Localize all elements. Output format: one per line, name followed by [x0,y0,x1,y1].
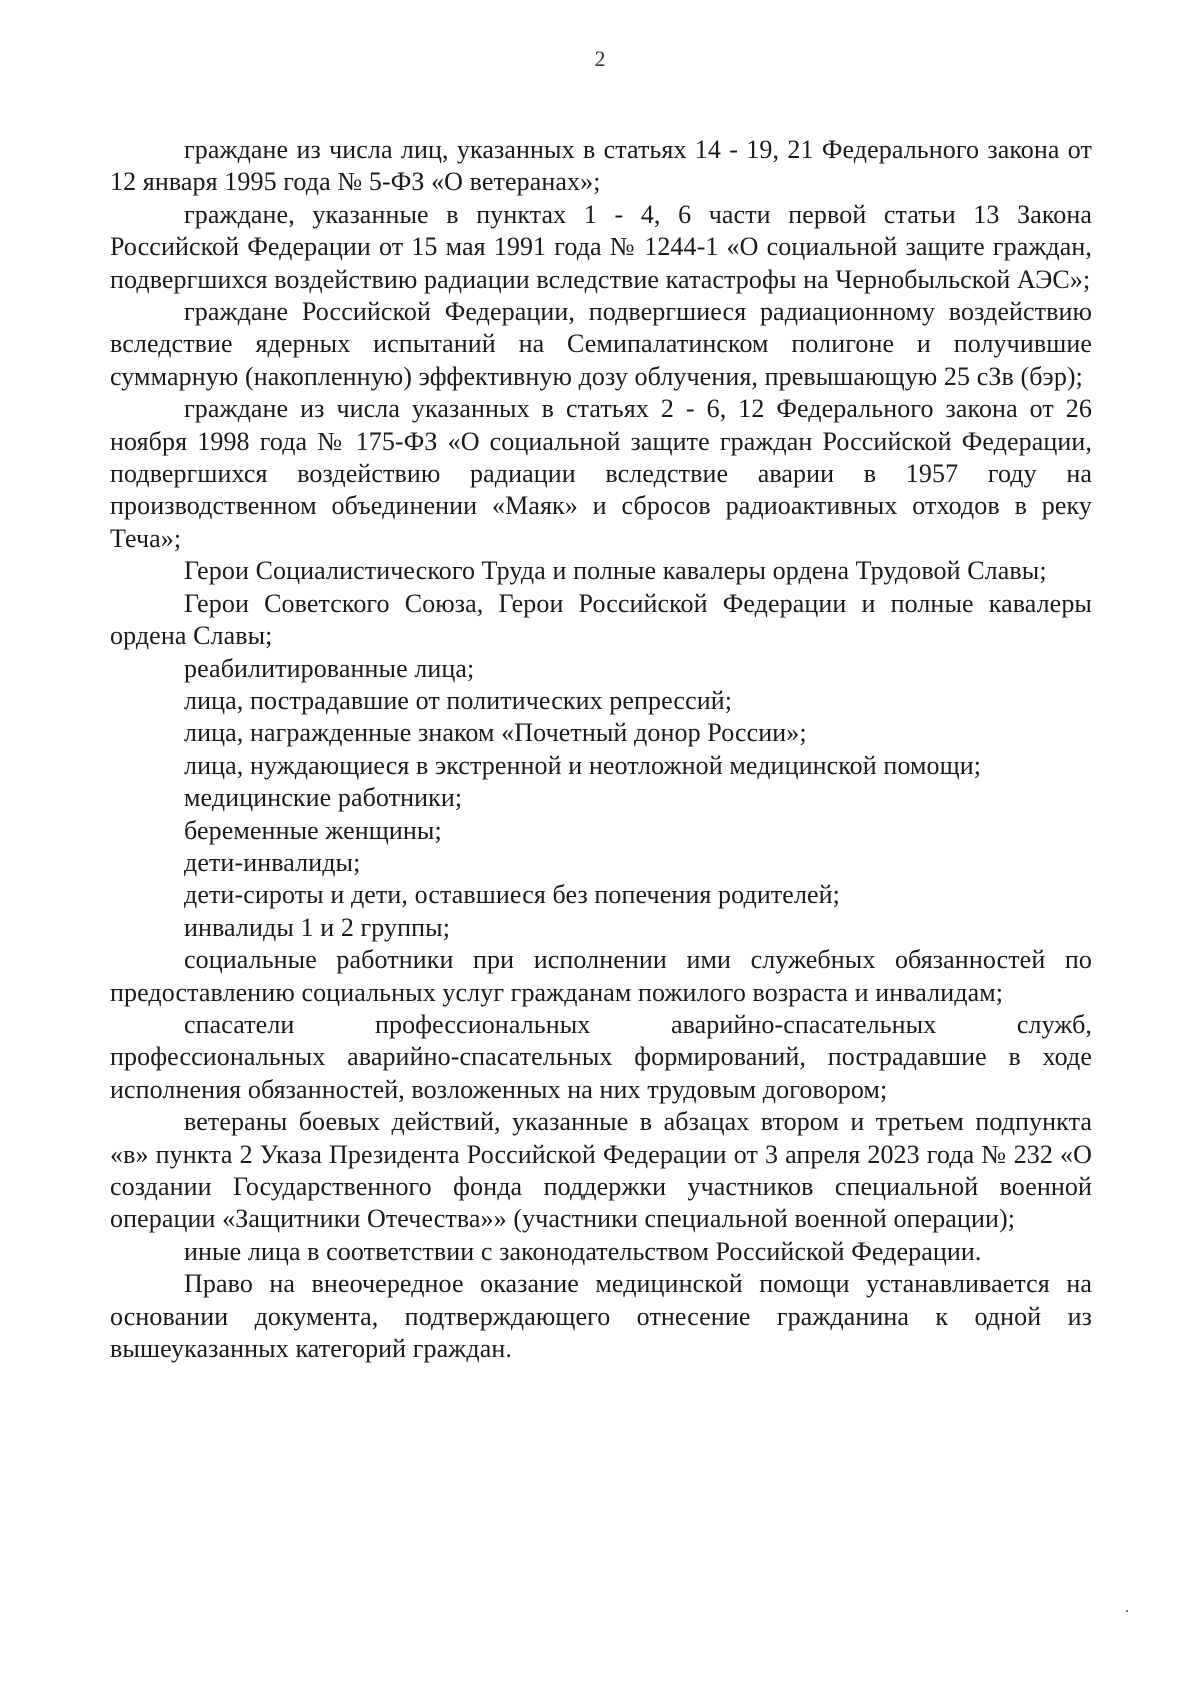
paragraph-disability-groups: инвалиды 1 и 2 группы; [184,912,451,942]
paragraph-combat-veterans: ветераны боевых действий, указанные в абзацах втором и третьем подпункта «в» пункта 2 Указа Президента Российской Федерации от 3 апреля 2023 года № 232 «О создании Государственного фонда поддержки участников специальной военной операции «Защитники Отечества»» (участники специальной военной операции); [110,1107,1092,1234]
page-number: 2 [594,46,606,71]
scan-speck [1126,1610,1128,1612]
paragraph-heroes-soviet-union: Герои Советского Союза, Герои Российской Федерации и полные кавалеры ордена Славы; [110,588,1092,651]
paragraph-veterans-law: граждане из числа лиц, указанных в статьях 14 - 19, 21 Федерального закона от 12 января 1995 года № 5-ФЗ «О ветеранах»; [110,135,1092,197]
paragraph-disabled-children: дети-инвалиды; [184,847,361,877]
paragraph-honored-donor: лица, награжденные знаком «Почетный донор России»; [184,718,807,748]
paragraph-medical-workers: медицинские работники; [184,783,463,813]
paragraph-orphans: дети-сироты и дети, оставшиеся без попечения родителей; [184,880,840,910]
paragraph-other-persons: иные лица в соответствии с законодательством Российской Федерации. [184,1236,982,1266]
paragraph-rescuers: спасатели профессиональных аварийно-спасательных служб, профессиональных аварийно-спасательных формирований, пострадавшие в ходе исполнения обязанностей, возложенных на них трудовым договором; [110,1009,1092,1104]
paragraph-political-repressions: лица, пострадавшие от политических репрессий; [184,685,733,715]
paragraph-heroes-labor: Герои Социалистического Труда и полные кавалеры ордена Трудовой Славы; [184,556,1047,586]
document-body [110,134,1092,1365]
paragraph-mayak: граждане из числа указанных в статьях 2 - 6, 12 Федерального закона от 26 ноября 1998 года № 175-ФЗ «О социальной защите граждан Российской Федерации, подвергшихся воздействию радиации вследствие аварии в 1957 году на производственном объединении «Маяк» и сбросов радиоактивных отходов в реку Теча»; [110,394,1092,553]
paragraph-pregnant-women: беременные женщины; [184,815,442,845]
paragraph-semipalatinsk: граждане Российской Федерации, подвергшиеся радиационному воздействию вследствие ядерных испытаний на Семипалатинском полигоне и получившие суммарную (накопленную) эффективную дозу облучения, превышающую 25 сЗв (бэр); [110,297,1092,391]
paragraph-chernobyl: граждане, указанные в пунктах 1 - 4, 6 части первой статьи 13 Закона Российской Федерации от 15 мая 1991 года № 1244-1 «О социальной защите граждан, подвергшихся воздействию радиации вследствие катастрофы на Чернобыльской АЭС»; [110,199,1092,294]
paragraph-right-to-priority-care: Право на внеочередное оказание медицинской помощи устанавливается на основании документа, подтверждающего отнесение гражданина к одной из вышеуказанных категорий граждан. [110,1269,1092,1364]
paragraph-social-workers: социальные работники при исполнении ими служебных обязанностей по предоставлению социальных услуг гражданам пожилого возраста и инвалидам; [110,945,1092,1007]
paragraph-rehabilitated: реабилитированные лица; [184,653,475,683]
paragraph-emergency-care: лица, нуждающиеся в экстренной и неотложной медицинской помощи; [184,750,982,780]
